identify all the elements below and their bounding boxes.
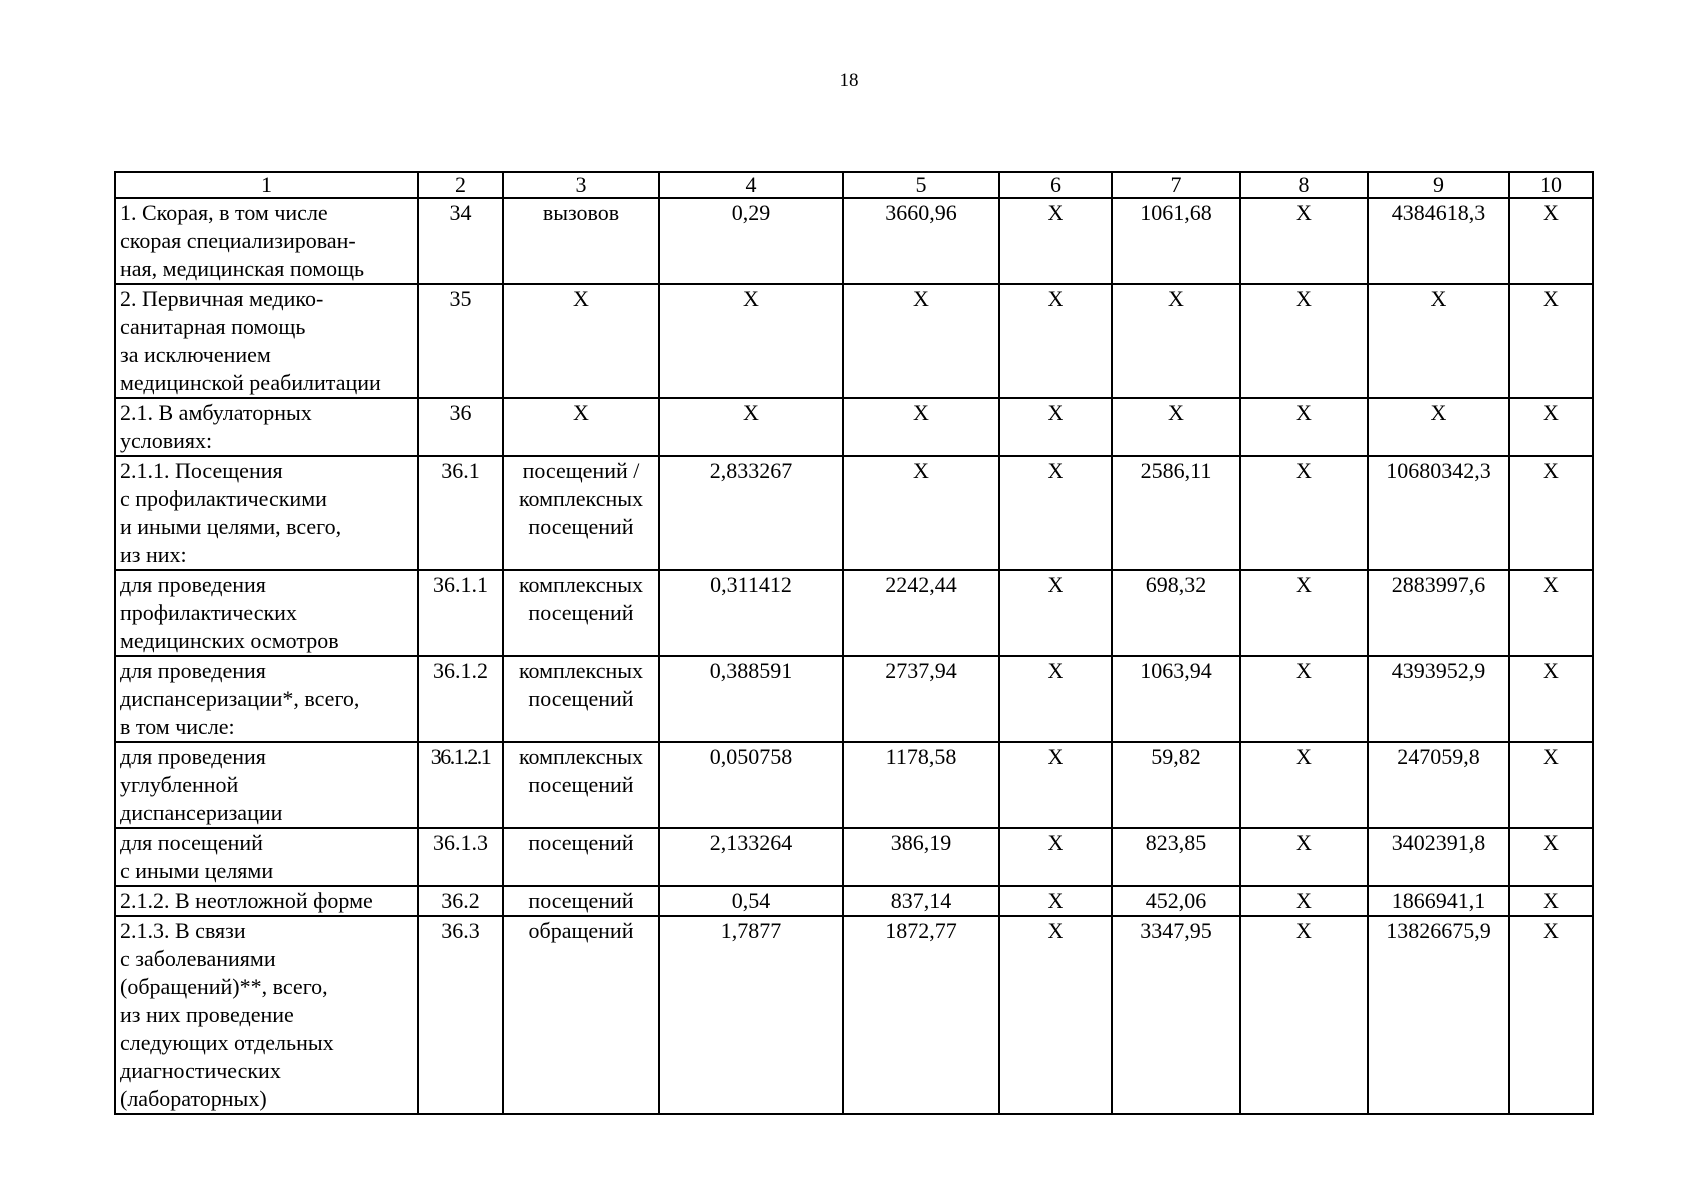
table-row [115, 916, 1593, 1114]
table-cell: X [999, 398, 1112, 456]
table-cell: 4393952,9 [1368, 656, 1509, 742]
table-cell: X [1509, 570, 1593, 656]
table-cell: 2242,44 [843, 570, 999, 656]
table-header-row [115, 172, 1593, 198]
table-cell: X [1509, 742, 1593, 828]
table-cell: X [1509, 456, 1593, 570]
unit-cell: комплексных посещений [503, 570, 659, 656]
column-number-cell: 9 [1368, 172, 1509, 198]
table-cell: X [659, 284, 843, 398]
row-code-cell: 36.2 [418, 886, 503, 916]
table-cell: 0,311412 [659, 570, 843, 656]
column-number-cell: 10 [1509, 172, 1593, 198]
table-cell: 59,82 [1112, 742, 1240, 828]
table-cell: X [999, 570, 1112, 656]
table-row [115, 398, 1593, 456]
table-row [115, 456, 1593, 570]
table-cell: X [1240, 198, 1368, 284]
table-cell: 1872,77 [843, 916, 999, 1114]
table-cell: X [1240, 456, 1368, 570]
row-name-cell: 1. Скорая, в том числе скорая специализирован- ная, медицинская помощь [115, 198, 418, 284]
page-number: 18 [839, 70, 859, 91]
row-name-cell: 2.1.3. В связи с заболеваниями (обращений)**, всего, из них проведение следующих отдельных диагностических (лабораторных) [115, 916, 418, 1114]
table-cell: X [999, 198, 1112, 284]
column-number-cell: 5 [843, 172, 999, 198]
table-cell: 10680342,3 [1368, 456, 1509, 570]
row-code-cell: 36.1.2 [418, 656, 503, 742]
table-cell: 247059,8 [1368, 742, 1509, 828]
table-row [115, 198, 1593, 284]
table-cell: X [1368, 398, 1509, 456]
column-number-cell: 1 [115, 172, 418, 198]
data-table [114, 171, 1594, 1115]
row-name-cell: для проведения углубленной диспансеризации [115, 742, 418, 828]
table-cell: X [1509, 398, 1593, 456]
unit-cell: посещений [503, 828, 659, 886]
column-number-cell: 3 [503, 172, 659, 198]
table-cell: 837,14 [843, 886, 999, 916]
table-cell: 698,32 [1112, 570, 1240, 656]
table-cell: X [1240, 742, 1368, 828]
table-cell: X [1368, 284, 1509, 398]
unit-cell: вызовов [503, 198, 659, 284]
table-cell: X [999, 916, 1112, 1114]
table-cell: X [1240, 570, 1368, 656]
table-cell: 452,06 [1112, 886, 1240, 916]
table-cell: 2737,94 [843, 656, 999, 742]
table-cell: 13826675,9 [1368, 916, 1509, 1114]
column-number-cell: 2 [418, 172, 503, 198]
table-cell: 1061,68 [1112, 198, 1240, 284]
table-cell: 1178,58 [843, 742, 999, 828]
table-cell: 823,85 [1112, 828, 1240, 886]
unit-cell: комплексных посещений [503, 742, 659, 828]
row-code-cell: 35 [418, 284, 503, 398]
table-cell: X [1112, 284, 1240, 398]
table-cell: X [999, 742, 1112, 828]
table-cell: 2883997,6 [1368, 570, 1509, 656]
table-cell: X [999, 828, 1112, 886]
row-code-cell: 36.1.2.1 [418, 742, 503, 828]
table-row [115, 828, 1593, 886]
table-cell: X [999, 284, 1112, 398]
table-cell: 4384618,3 [1368, 198, 1509, 284]
table-cell: X [1240, 916, 1368, 1114]
table-cell: 386,19 [843, 828, 999, 886]
table-cell: X [1509, 656, 1593, 742]
table-row [115, 570, 1593, 656]
row-name-cell: 2.1.1. Посещения с профилактическими и иными целями, всего, из них: [115, 456, 418, 570]
table-cell: X [999, 886, 1112, 916]
row-code-cell: 36.3 [418, 916, 503, 1114]
table-row [115, 742, 1593, 828]
table-cell: X [843, 398, 999, 456]
table-cell: X [1112, 398, 1240, 456]
table-cell: X [1509, 198, 1593, 284]
row-name-cell: для проведения диспансеризации*, всего, в том числе: [115, 656, 418, 742]
row-code-cell: 36.1.3 [418, 828, 503, 886]
table-cell: 1063,94 [1112, 656, 1240, 742]
row-name-cell: для посещений с иными целями [115, 828, 418, 886]
table-cell: X [843, 456, 999, 570]
row-name-cell: 2.1.2. В неотложной форме [115, 886, 418, 916]
table-cell: 2,833267 [659, 456, 843, 570]
unit-cell: посещений / комплексных посещений [503, 456, 659, 570]
row-code-cell: 34 [418, 198, 503, 284]
table-cell: X [659, 398, 843, 456]
table-cell: 0,388591 [659, 656, 843, 742]
table-cell: X [1240, 284, 1368, 398]
unit-cell: X [503, 398, 659, 456]
row-name-cell: 2. Первичная медико- санитарная помощь за исключением медицинской реабилитации [115, 284, 418, 398]
table-cell: 1866941,1 [1368, 886, 1509, 916]
unit-cell: X [503, 284, 659, 398]
table-cell: 0,29 [659, 198, 843, 284]
table-row [115, 284, 1593, 398]
table-row [115, 886, 1593, 916]
table-cell: X [1240, 828, 1368, 886]
unit-cell: обращений [503, 916, 659, 1114]
table-cell: 0,050758 [659, 742, 843, 828]
table-cell: 3402391,8 [1368, 828, 1509, 886]
table-cell: X [1509, 916, 1593, 1114]
table-cell: X [1240, 886, 1368, 916]
column-number-cell: 6 [999, 172, 1112, 198]
row-code-cell: 36.1.1 [418, 570, 503, 656]
column-number-cell: 7 [1112, 172, 1240, 198]
table-cell: 0,54 [659, 886, 843, 916]
unit-cell: посещений [503, 886, 659, 916]
unit-cell: комплексных посещений [503, 656, 659, 742]
table-cell: 3660,96 [843, 198, 999, 284]
table-cell: X [1240, 398, 1368, 456]
row-code-cell: 36 [418, 398, 503, 456]
table-row [115, 656, 1593, 742]
table-cell: 2586,11 [1112, 456, 1240, 570]
row-code-cell: 36.1 [418, 456, 503, 570]
row-name-cell: для проведения профилактических медицинских осмотров [115, 570, 418, 656]
table-cell: 3347,95 [1112, 916, 1240, 1114]
table-cell: X [1240, 656, 1368, 742]
table-cell: X [1509, 284, 1593, 398]
row-name-cell: 2.1. В амбулаторных условиях: [115, 398, 418, 456]
column-number-cell: 8 [1240, 172, 1368, 198]
table-cell: X [999, 456, 1112, 570]
table-cell: X [999, 656, 1112, 742]
table-cell: 1,7877 [659, 916, 843, 1114]
table-cell: X [1509, 828, 1593, 886]
table-cell: 2,133264 [659, 828, 843, 886]
column-number-cell: 4 [659, 172, 843, 198]
table-cell: X [843, 284, 999, 398]
table-cell: X [1509, 886, 1593, 916]
